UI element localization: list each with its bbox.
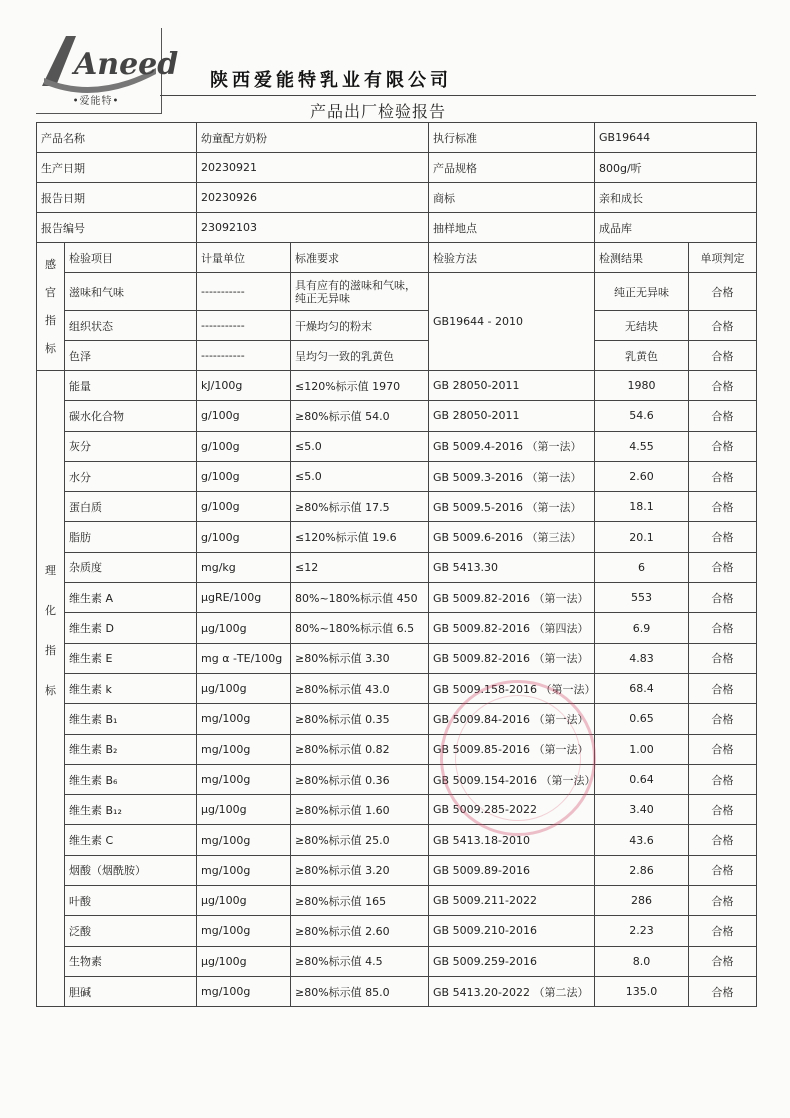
physchem-row bbox=[37, 371, 757, 401]
judgement: 合格 bbox=[689, 886, 757, 916]
method: GB 28050-2011 bbox=[429, 401, 595, 431]
requirement: ≥80%标示值 0.82 bbox=[291, 734, 429, 764]
section-char: 理 bbox=[45, 564, 56, 577]
unit: ----------- bbox=[197, 273, 291, 311]
info-label: 生产日期 bbox=[37, 153, 197, 183]
column-header-method: 检验方法 bbox=[429, 243, 595, 273]
result: 0.64 bbox=[595, 764, 689, 794]
info-value: 成品库 bbox=[595, 213, 757, 243]
item-name: 滋味和气味 bbox=[65, 273, 197, 311]
requirement: ≥80%标示值 1.60 bbox=[291, 795, 429, 825]
judgement: 合格 bbox=[689, 461, 757, 491]
requirement: ≥80%标示值 17.5 bbox=[291, 492, 429, 522]
item-name: 烟酸（烟酰胺） bbox=[65, 855, 197, 885]
physchem-row bbox=[37, 613, 757, 643]
requirement: ≥80%标示值 54.0 bbox=[291, 401, 429, 431]
result: 68.4 bbox=[595, 673, 689, 703]
header-rule bbox=[160, 95, 756, 96]
item-name: 杂质度 bbox=[65, 552, 197, 582]
method: GB 5009.82-2016 （第一法） bbox=[429, 583, 595, 613]
company-logo bbox=[36, 28, 179, 114]
column-header-unit: 计量单位 bbox=[197, 243, 291, 273]
info-label: 产品规格 bbox=[429, 153, 595, 183]
info-value: 20230926 bbox=[197, 183, 429, 213]
result: 2.60 bbox=[595, 461, 689, 491]
sensory-row bbox=[37, 311, 757, 341]
item-name: 水分 bbox=[65, 461, 197, 491]
physchem-row bbox=[37, 946, 757, 976]
judgement: 合格 bbox=[689, 916, 757, 946]
judgement: 合格 bbox=[689, 734, 757, 764]
info-label: 执行标准 bbox=[429, 123, 595, 153]
logo-text: Aneed bbox=[74, 47, 179, 82]
physchem-row bbox=[37, 401, 757, 431]
info-label: 产品名称 bbox=[37, 123, 197, 153]
requirement: ≤120%标示值 19.6 bbox=[291, 522, 429, 552]
result: 20.1 bbox=[595, 522, 689, 552]
info-row bbox=[37, 183, 757, 213]
judgement: 合格 bbox=[689, 522, 757, 552]
item-name: 维生素 E bbox=[65, 643, 197, 673]
unit: g/100g bbox=[197, 431, 291, 461]
physchem-row bbox=[37, 492, 757, 522]
unit: μg/100g bbox=[197, 795, 291, 825]
method: GB 5009.84-2016 （第一法） bbox=[429, 704, 595, 734]
result: 18.1 bbox=[595, 492, 689, 522]
judgement: 合格 bbox=[689, 855, 757, 885]
method: GB 5009.85-2016 （第一法） bbox=[429, 734, 595, 764]
result: 135.0 bbox=[595, 976, 689, 1006]
unit: g/100g bbox=[197, 461, 291, 491]
requirement: ≥80%标示值 43.0 bbox=[291, 673, 429, 703]
sensory-row bbox=[37, 341, 757, 371]
requirement: ≥80%标示值 25.0 bbox=[291, 825, 429, 855]
unit: μg/100g bbox=[197, 673, 291, 703]
item-name: 维生素 B₂ bbox=[65, 734, 197, 764]
judgement: 合格 bbox=[689, 673, 757, 703]
physchem-row bbox=[37, 916, 757, 946]
unit: μgRE/100g bbox=[197, 583, 291, 613]
requirement: ≥80%标示值 0.35 bbox=[291, 704, 429, 734]
method: GB 5009.3-2016 （第一法） bbox=[429, 461, 595, 491]
result: 6 bbox=[595, 552, 689, 582]
item-name: 胆碱 bbox=[65, 976, 197, 1006]
judgement: 合格 bbox=[689, 764, 757, 794]
physchem-row bbox=[37, 855, 757, 885]
method: GB 5009.82-2016 （第一法） bbox=[429, 643, 595, 673]
section-char: 指 bbox=[45, 644, 56, 657]
unit: mg/100g bbox=[197, 916, 291, 946]
physchem-row bbox=[37, 583, 757, 613]
company-name: 陕西爱能特乳业有限公司 bbox=[210, 70, 452, 91]
physchem-row bbox=[37, 825, 757, 855]
info-value: 23092103 bbox=[197, 213, 429, 243]
result: 2.86 bbox=[595, 855, 689, 885]
requirement: ≤5.0 bbox=[291, 461, 429, 491]
method: GB 28050-2011 bbox=[429, 371, 595, 401]
requirement: ≤5.0 bbox=[291, 431, 429, 461]
item-name: 维生素 D bbox=[65, 613, 197, 643]
requirement: 干燥均匀的粉末 bbox=[291, 311, 429, 341]
section-char: 感 bbox=[45, 257, 56, 271]
column-header-judgement: 单项判定 bbox=[689, 243, 757, 273]
item-name: 生物素 bbox=[65, 946, 197, 976]
result: 纯正无异味 bbox=[595, 273, 689, 311]
unit: mg/100g bbox=[197, 764, 291, 794]
column-header-row bbox=[37, 243, 757, 273]
judgement: 合格 bbox=[689, 492, 757, 522]
info-value: 幼童配方奶粉 bbox=[197, 123, 429, 153]
unit: g/100g bbox=[197, 522, 291, 552]
judgement: 合格 bbox=[689, 311, 757, 341]
sensory-row bbox=[37, 273, 757, 311]
method: GB 5413.30 bbox=[429, 552, 595, 582]
unit: g/100g bbox=[197, 492, 291, 522]
result: 43.6 bbox=[595, 825, 689, 855]
physchem-row bbox=[37, 704, 757, 734]
result: 2.23 bbox=[595, 916, 689, 946]
section-char: 化 bbox=[45, 604, 56, 617]
requirement: ≥80%标示值 4.5 bbox=[291, 946, 429, 976]
item-name: 能量 bbox=[65, 371, 197, 401]
report-title: 产品出厂检验报告 bbox=[310, 102, 447, 121]
method: GB 5009.89-2016 bbox=[429, 855, 595, 885]
unit: mg/100g bbox=[197, 704, 291, 734]
item-name: 维生素 B₆ bbox=[65, 764, 197, 794]
method: GB 5009.285-2022 bbox=[429, 795, 595, 825]
judgement: 合格 bbox=[689, 795, 757, 825]
item-name: 脂肪 bbox=[65, 522, 197, 552]
unit: mg α -TE/100g bbox=[197, 643, 291, 673]
physchem-section-label bbox=[37, 371, 65, 1007]
judgement: 合格 bbox=[689, 946, 757, 976]
info-row bbox=[37, 153, 757, 183]
unit: mg/100g bbox=[197, 825, 291, 855]
unit: mg/100g bbox=[197, 734, 291, 764]
result: 553 bbox=[595, 583, 689, 613]
unit: mg/100g bbox=[197, 855, 291, 885]
unit: mg/kg bbox=[197, 552, 291, 582]
section-char: 标 bbox=[45, 684, 56, 697]
unit: ----------- bbox=[197, 341, 291, 371]
item-name: 维生素 A bbox=[65, 583, 197, 613]
result: 6.9 bbox=[595, 613, 689, 643]
section-char: 指 bbox=[45, 313, 56, 327]
result: 1980 bbox=[595, 371, 689, 401]
result: 8.0 bbox=[595, 946, 689, 976]
column-header-item: 检验项目 bbox=[65, 243, 197, 273]
result: 4.83 bbox=[595, 643, 689, 673]
method: GB 5009.5-2016 （第一法） bbox=[429, 492, 595, 522]
physchem-row bbox=[37, 522, 757, 552]
judgement: 合格 bbox=[689, 401, 757, 431]
item-name: 维生素 B₁ bbox=[65, 704, 197, 734]
unit: μg/100g bbox=[197, 946, 291, 976]
physchem-row bbox=[37, 886, 757, 916]
unit: μg/100g bbox=[197, 886, 291, 916]
item-name: 叶酸 bbox=[65, 886, 197, 916]
info-label: 商标 bbox=[429, 183, 595, 213]
info-value: GB19644 bbox=[595, 123, 757, 153]
requirement: ≥80%标示值 165 bbox=[291, 886, 429, 916]
item-name: 碳水化合物 bbox=[65, 401, 197, 431]
result: 1.00 bbox=[595, 734, 689, 764]
result: 乳黄色 bbox=[595, 341, 689, 371]
unit: ----------- bbox=[197, 311, 291, 341]
unit: μg/100g bbox=[197, 613, 291, 643]
sensory-method: GB19644 - 2010 bbox=[429, 273, 595, 371]
method: GB 5413.18-2010 bbox=[429, 825, 595, 855]
info-value: 800g/听 bbox=[595, 153, 757, 183]
sensory-section-label bbox=[37, 243, 65, 371]
result: 无结块 bbox=[595, 311, 689, 341]
method: GB 5009.154-2016 （第一法） bbox=[429, 764, 595, 794]
judgement: 合格 bbox=[689, 704, 757, 734]
requirement: 具有应有的滋味和气味，纯正无异味 bbox=[291, 273, 429, 311]
judgement: 合格 bbox=[689, 643, 757, 673]
requirement: ≤12 bbox=[291, 552, 429, 582]
physchem-row bbox=[37, 552, 757, 582]
physchem-row bbox=[37, 764, 757, 794]
info-row bbox=[37, 213, 757, 243]
info-row bbox=[37, 123, 757, 153]
judgement: 合格 bbox=[689, 976, 757, 1006]
requirement: ≥80%标示值 0.36 bbox=[291, 764, 429, 794]
item-name: 组织状态 bbox=[65, 311, 197, 341]
requirement: 80%~180%标示值 450 bbox=[291, 583, 429, 613]
physchem-row bbox=[37, 431, 757, 461]
result: 4.55 bbox=[595, 431, 689, 461]
requirement: ≥80%标示值 85.0 bbox=[291, 976, 429, 1006]
judgement: 合格 bbox=[689, 583, 757, 613]
physchem-row bbox=[37, 734, 757, 764]
column-header-result: 检测结果 bbox=[595, 243, 689, 273]
column-header-requirement: 标准要求 bbox=[291, 243, 429, 273]
info-label: 报告日期 bbox=[37, 183, 197, 213]
judgement: 合格 bbox=[689, 273, 757, 311]
requirement: ≥80%标示值 2.60 bbox=[291, 916, 429, 946]
judgement: 合格 bbox=[689, 552, 757, 582]
item-name: 灰分 bbox=[65, 431, 197, 461]
judgement: 合格 bbox=[689, 341, 757, 371]
logo-subtitle: •爱能特• bbox=[72, 96, 120, 107]
item-name: 维生素 B₁₂ bbox=[65, 795, 197, 825]
judgement: 合格 bbox=[689, 825, 757, 855]
method: GB 5009.4-2016 （第一法） bbox=[429, 431, 595, 461]
item-name: 维生素 C bbox=[65, 825, 197, 855]
info-value: 亲和成长 bbox=[595, 183, 757, 213]
item-name: 泛酸 bbox=[65, 916, 197, 946]
requirement: ≥80%标示值 3.30 bbox=[291, 643, 429, 673]
physchem-row bbox=[37, 643, 757, 673]
result: 0.65 bbox=[595, 704, 689, 734]
requirement: 80%~180%标示值 6.5 bbox=[291, 613, 429, 643]
info-label: 抽样地点 bbox=[429, 213, 595, 243]
item-name: 维生素 k bbox=[65, 673, 197, 703]
judgement: 合格 bbox=[689, 371, 757, 401]
physchem-row bbox=[37, 976, 757, 1006]
info-value: 20230921 bbox=[197, 153, 429, 183]
logo-mark bbox=[36, 28, 179, 98]
physchem-row bbox=[37, 795, 757, 825]
requirement: ≥80%标示值 3.20 bbox=[291, 855, 429, 885]
requirement: 呈均匀一致的乳黄色 bbox=[291, 341, 429, 371]
unit: g/100g bbox=[197, 401, 291, 431]
result: 3.40 bbox=[595, 795, 689, 825]
method: GB 5009.211-2022 bbox=[429, 886, 595, 916]
method: GB 5009.82-2016 （第四法） bbox=[429, 613, 595, 643]
item-name: 色泽 bbox=[65, 341, 197, 371]
judgement: 合格 bbox=[689, 613, 757, 643]
info-label: 报告编号 bbox=[37, 213, 197, 243]
section-char: 官 bbox=[45, 285, 56, 299]
physchem-row bbox=[37, 673, 757, 703]
method: GB 5009.259-2016 bbox=[429, 946, 595, 976]
unit: mg/100g bbox=[197, 976, 291, 1006]
result: 54.6 bbox=[595, 401, 689, 431]
physchem-row bbox=[37, 461, 757, 491]
method: GB 5413.20-2022 （第二法） bbox=[429, 976, 595, 1006]
item-name: 蛋白质 bbox=[65, 492, 197, 522]
method: GB 5009.6-2016 （第三法） bbox=[429, 522, 595, 552]
section-char: 标 bbox=[45, 341, 56, 355]
requirement: ≤120%标示值 1970 bbox=[291, 371, 429, 401]
method: GB 5009.158-2016 （第一法） bbox=[429, 673, 595, 703]
inspection-table bbox=[36, 122, 757, 1007]
result: 286 bbox=[595, 886, 689, 916]
method: GB 5009.210-2016 bbox=[429, 916, 595, 946]
judgement: 合格 bbox=[689, 431, 757, 461]
unit: kJ/100g bbox=[197, 371, 291, 401]
